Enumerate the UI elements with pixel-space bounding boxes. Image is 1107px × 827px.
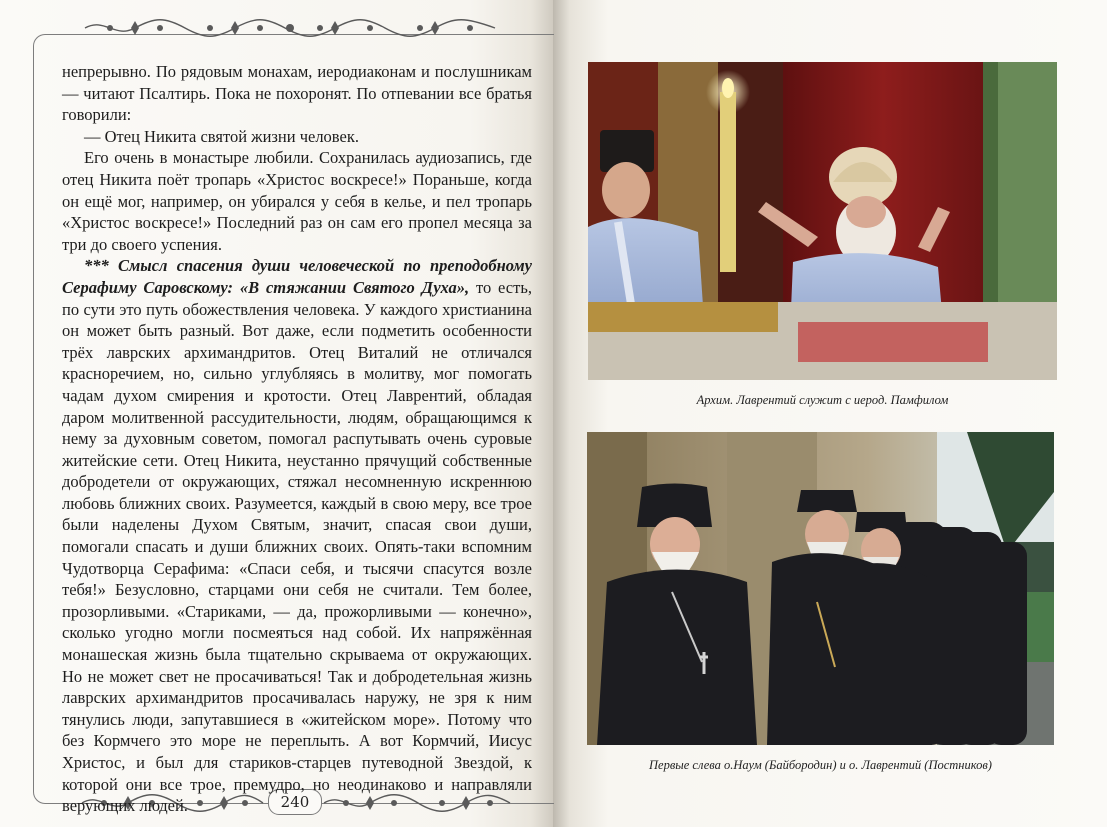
paragraph-3: Его очень в монастыре любили. Сохранилась аудиозапись, где отец Никита поёт тропарь «Христос воскресе!» Пораньше, когда он ещё мог, например, он убирался у себя в келье, и пел тропарь «Христос воскресе!» Последний раз он сам его пропел месяца за три до своего успения.: [62, 148, 532, 254]
caption-top-photo: Архим. Лаврентий служит с иерод. Памфилом: [696, 393, 949, 407]
paragraph-2-quote: — Отец Никита святой жизни человек.: [84, 126, 359, 146]
photo-monks: [587, 432, 1054, 745]
left-page-text: [62, 61, 532, 817]
section-lead: *** Смысл спасения души человеческой по преподобному Серафиму Саровскому: «В стяжании Святого Духа»,: [62, 256, 532, 297]
paragraph-1: непрерывно. По рядовым монахам, иеродиаконам и послушникам — читают Псалтирь. Пока не похоронят. По отпевании все братья говорили:: [62, 62, 532, 125]
top-ornament: [80, 17, 500, 39]
page-number: 240: [268, 789, 322, 815]
section-body: то есть, по сути это путь обожествления человека. У каждого христианина он может быть разный. Вот даже, если подметить особенности трёх лаврских архимандритов. Отец Виталий не отличался красноречием, но, сильно углубляясь в молитву, мог помогать чадам духом смирения и кротости. Отец Лаврентий, обладая даром молитвенной рассудительности, людям, обращающимся к нему за духовным советом, помогал распутывать очень суровые житейские сети. Отец Никита, неустанно прячущий собственные добродетели от окружающих, стяжал несомненную искреннюю любовь ближних своих. Разумеется, каждый в свою меру, все трое были наделены Духом Святым, значит, спасая свои души, помогали спасать и души ближних своих. Опять-таки вспомним Чудотворца Серафима: «Спаси себя, и тысячи спасутся возле тебя!» Безусловно, старцами они себя не считали. Тем более, прозорливыми. «Стариками, — да, прожорливыми — конечно», сколько угодно могли посмеяться над собой. Их напряжённая монашеская жизнь была тщательно скрываема от окружающих. Но не может свет не просачиваться! Так и добродетельная жизнь лаврских архимандритов просачивалась наружу, не зря к ним тянулись люди, запутавшиеся в «житейском море». Потому что без Кормчего это море не переплыть. А вот Кормчий, Иисус Христос, и был для стариков-старцев путеводной Звездой, к которой они все трое, премудро, но неодинаково и направляли верующих людей.: [62, 277, 532, 816]
caption-bottom-photo: Первые слева о.Наум (Байбородин) и о. Лаврентий (Постников): [649, 758, 992, 772]
photo-liturgy: [588, 62, 1057, 380]
section-paragraph: [62, 255, 532, 816]
